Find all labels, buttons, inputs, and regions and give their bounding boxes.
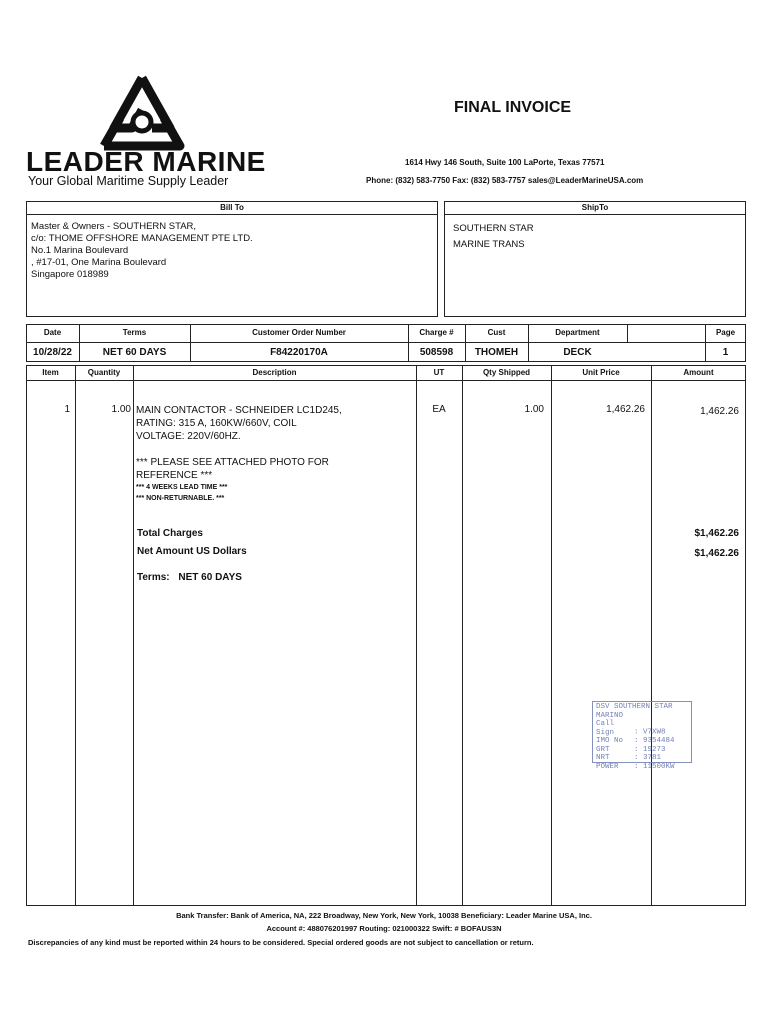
customer-order-value: F84220170A — [270, 347, 328, 358]
item-number: 1 — [64, 404, 70, 415]
date-header: Date — [43, 328, 62, 337]
charge-header: Charge # — [419, 328, 454, 337]
ship-to-line: SOUTHERN STAR — [453, 223, 534, 234]
amount-header: Amount — [683, 368, 714, 377]
lead-time-note: *** 4 WEEKS LEAD TIME *** — [136, 484, 228, 491]
description-line: VOLTAGE: 220V/60HZ. — [136, 431, 241, 442]
item-unit-price: 1,462.26 — [606, 404, 645, 415]
non-returnable-note: *** NON-RETURNABLE. *** — [136, 495, 225, 502]
stamp-row: Call Sign : V7XW8 — [596, 720, 666, 737]
terms-value: NET 60 DAYS — [102, 347, 167, 358]
unit-price-header: Unit Price — [582, 368, 620, 377]
bill-to-line: , #17-01, One Marina Boulevard — [31, 257, 167, 268]
note-line: REFERENCE *** — [136, 470, 213, 481]
description-header: Description — [252, 368, 297, 377]
net-amount-value: $1,462.26 — [694, 548, 739, 559]
bill-to-line: Master & Owners - SOUTHERN STAR, — [31, 221, 197, 232]
ship-to-address — [453, 221, 534, 253]
terms-summary-label: Terms: — [137, 572, 170, 583]
page-title: FINAL INVOICE — [454, 99, 572, 116]
terms-summary-value: NET 60 DAYS — [178, 572, 242, 583]
stamp-row: POWER : 11500KW — [596, 762, 675, 771]
cust-header: Cust — [487, 328, 506, 337]
cust-value: THOMEH — [474, 347, 519, 358]
ut-header: UT — [433, 368, 445, 377]
company-tagline: Your Global Maritime Supply Leader — [28, 174, 229, 188]
terms-summary — [137, 572, 242, 583]
ship-stamp — [592, 701, 692, 771]
department-value: DECK — [563, 347, 592, 358]
item-quantity: 1.00 — [111, 404, 131, 415]
ship-to-box — [444, 201, 746, 317]
bank-transfer-info: Bank Transfer: Bank of America, NA, 222 Broadway, New York, New York, 10038 Beneficiary: Leader Marine USA, Inc. — [176, 911, 592, 920]
stamp-subtitle: MARINO — [596, 711, 624, 720]
stamp-title: DSV SOUTHERN STAR — [596, 703, 673, 711]
stamp-row: IMO No : 9354484 — [596, 737, 675, 745]
leader-marine-emblem-icon — [92, 72, 192, 154]
bill-to-header: Bill To — [220, 203, 244, 212]
date-value: 10/28/22 — [33, 347, 72, 358]
stamp-row: NRT : 3781 — [596, 754, 662, 762]
bill-to-line: Singapore 018989 — [31, 269, 109, 280]
line-items-table — [26, 365, 746, 906]
terms-header: Terms — [122, 328, 147, 337]
item-amount: 1,462.26 — [700, 406, 739, 417]
qty-shipped-header: Qty Shipped — [482, 368, 531, 377]
stamp-row: GRT : 19273 — [596, 745, 666, 754]
customer-order-header: Customer Order Number — [252, 328, 346, 337]
description-line: MAIN CONTACTOR - SCHNEIDER LC1D245, — [136, 405, 342, 416]
ship-to-line: MARINE TRANS — [453, 239, 525, 250]
bill-to-line: c/o: THOME OFFSHORE MANAGEMENT PTE LTD. — [31, 233, 253, 244]
item-header: Item — [42, 368, 59, 377]
company-contact: Phone: (832) 583-7750 Fax: (832) 583-7757 sales@LeaderMarineUSA.com — [366, 176, 644, 185]
company-address: 1614 Hwy 146 South, Suite 100 LaPorte, Texas 77571 — [405, 158, 605, 167]
company-name: LEADER MARINE — [26, 146, 266, 177]
bill-to-address — [31, 221, 253, 281]
company-logo — [92, 72, 192, 154]
ship-to-header: ShipTo — [581, 203, 609, 212]
quantity-header: Quantity — [87, 368, 121, 377]
charge-value: 508598 — [419, 347, 454, 358]
total-charges-value: $1,462.26 — [694, 528, 739, 539]
net-amount-label: Net Amount US Dollars — [137, 546, 247, 557]
item-qty-shipped: 1.00 — [524, 404, 544, 415]
description-line: RATING: 315 A, 160KW/660V, COIL — [136, 418, 297, 429]
total-charges-label: Total Charges — [137, 528, 203, 539]
page-header: Page — [715, 328, 736, 337]
bill-to-line: No.1 Marina Boulevard — [31, 245, 129, 256]
note-line: *** PLEASE SEE ATTACHED PHOTO FOR — [136, 457, 329, 468]
account-info: Account #: 488076201997 Routing: 021000322 Swift: # BOFAUS3N — [266, 924, 502, 933]
item-ut: EA — [432, 404, 446, 415]
department-header: Department — [555, 328, 600, 337]
page-value: 1 — [722, 347, 729, 358]
item-description — [136, 404, 342, 504]
disclaimer: Discrepancies of any kind must be reported within 24 hours to be considered. Special ordered goods are not subject to cancellation or return. — [28, 938, 534, 947]
